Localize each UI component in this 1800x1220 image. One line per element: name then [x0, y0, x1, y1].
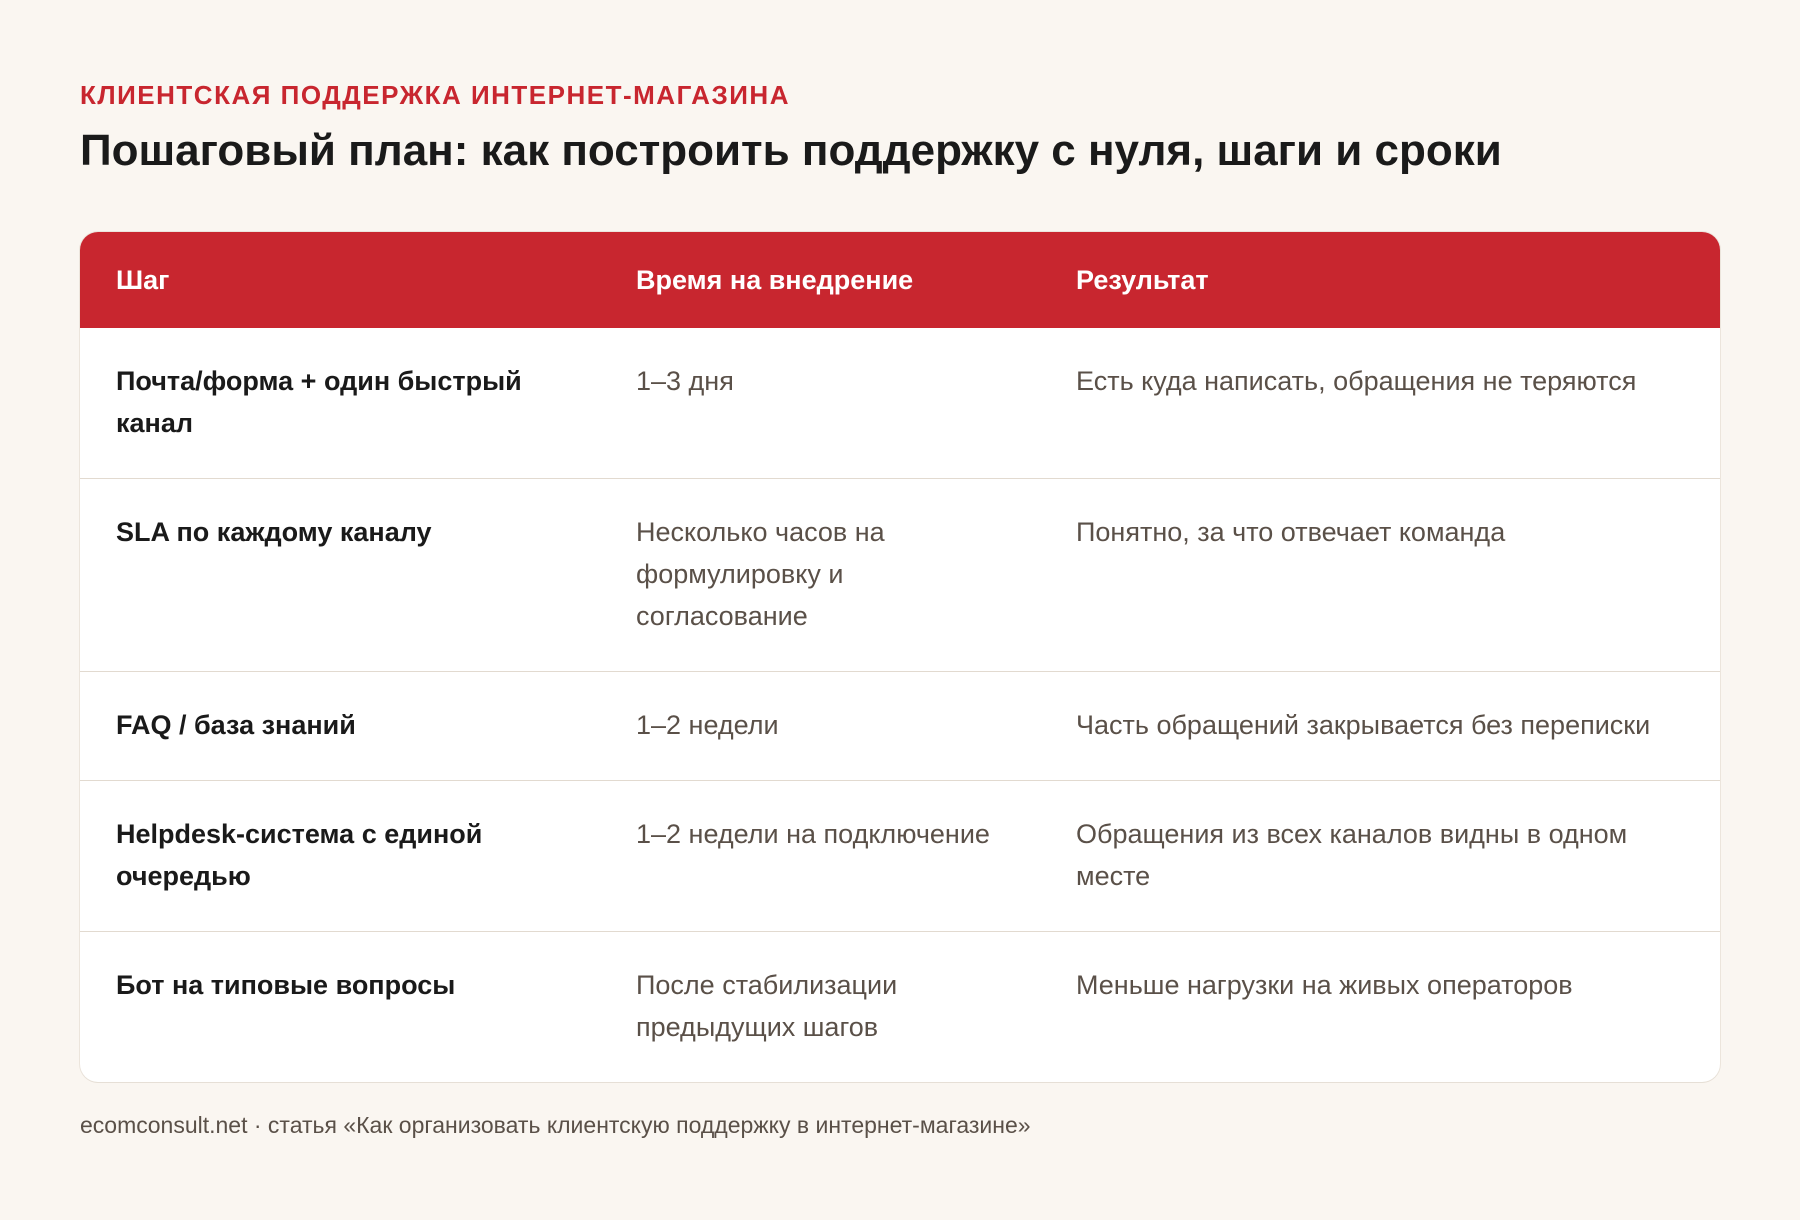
result-cell: Понятно, за что отвечает команда	[1040, 479, 1720, 672]
column-header-step: Шаг	[116, 264, 170, 295]
step-cell: SLA по каждому каналу	[80, 479, 600, 672]
column-header-time: Время на внедрение	[636, 264, 914, 295]
result-cell: Часть обращений закрывается без переписки	[1040, 672, 1720, 781]
step-cell: Helpdesk-система с единой очередью	[80, 781, 600, 932]
table-header-row	[80, 232, 1720, 328]
result-cell: Меньше нагрузки на живых операторов	[1040, 932, 1720, 1083]
step-cell: Почта/форма + один быстрый канал	[116, 366, 522, 438]
section-eyebrow: КЛИЕНТСКАЯ ПОДДЕРЖКА ИНТЕРНЕТ-МАГАЗИНА	[80, 80, 790, 110]
source-footer: ecomconsult.net · статья «Как организовать клиентскую поддержку в интернет-магазине»	[80, 1112, 1031, 1138]
plan-table-card	[80, 232, 1720, 1082]
time-cell: После стабилизации предыдущих шагов	[600, 932, 1040, 1083]
step-cell: FAQ / база знаний	[80, 672, 600, 781]
step-cell: Бот на типовые вопросы	[80, 932, 600, 1083]
table-row	[80, 479, 1720, 672]
result-cell: Есть куда написать, обращения не теряются	[1076, 366, 1637, 396]
time-cell: 1–3 дня	[636, 366, 734, 396]
table-row	[80, 672, 1720, 781]
time-cell: 1–2 недели	[600, 672, 1040, 781]
table-row	[80, 932, 1720, 1083]
page-title: Пошаговый план: как построить поддержку с нуля, шаги и сроки	[80, 126, 1502, 175]
time-cell: Несколько часов на формулировку и согласование	[600, 479, 1040, 672]
table-row	[80, 781, 1720, 932]
plan-table	[80, 232, 1720, 1082]
table-row	[80, 328, 1720, 479]
column-header-result: Результат	[1076, 264, 1209, 295]
time-cell: 1–2 недели на подключение	[600, 781, 1040, 932]
result-cell: Обращения из всех каналов видны в одном месте	[1040, 781, 1720, 932]
